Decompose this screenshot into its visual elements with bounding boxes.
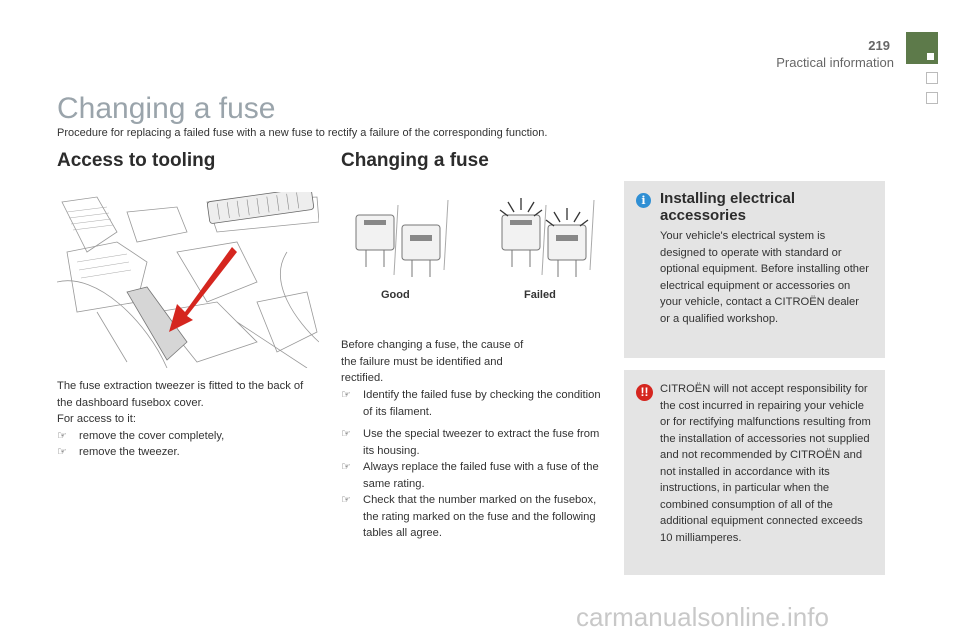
changing-intro: Before changing a fuse, the cause of the failure must be identified and rectified.	[341, 339, 524, 384]
section-tab[interactable]	[926, 72, 938, 84]
info-icon: i	[636, 193, 651, 208]
warning-box	[624, 370, 885, 575]
list-item: ☞ remove the cover completely,	[57, 428, 319, 445]
info-box-text: Your vehicle's electrical system is designed to operate with standard or optional equipment. Before installing other electrical equipment or accessories on your vehicle, contact a CITROËN dealer or a qualified workshop.	[660, 230, 869, 325]
failed-fuse-label: Failed	[524, 289, 556, 301]
watermark: carmanualsonline.info	[576, 602, 829, 632]
pointing-hand-icon: ☞	[57, 446, 67, 458]
list-item: ☞ Always replace the failed fuse with a fuse of the same rating.	[341, 461, 599, 490]
page-subtitle: Procedure for replacing a failed fuse with a new fuse to rectify a failure of the corresponding function.	[57, 127, 548, 139]
access-text	[57, 378, 319, 461]
access-paragraph: For access to it:	[57, 413, 136, 425]
pointing-hand-icon: ☞	[341, 389, 351, 401]
good-fuse-label: Good	[381, 289, 410, 301]
page-number: 219	[868, 38, 890, 53]
list-item: ☞ remove the tweezer.	[57, 444, 319, 461]
pointing-hand-icon: ☞	[57, 429, 67, 442]
info-box	[624, 181, 885, 358]
changing-heading: Changing a fuse	[341, 150, 489, 171]
list-item: ☞ Identify the failed fuse by checking the condition of its filament.	[341, 389, 601, 418]
dashboard-illustration	[57, 192, 319, 368]
warning-box-text: CITROËN will not accept responsibility for the cost incurred in repairing your vehicle or for rectifying malfunctions resulting from the installation of accessories not supplied and not recommended by CITROËN and not installed in accordance with its instructions, in particular when the combined consumption of all of the additional equipment connected exceeds 10 milliamperes.	[660, 383, 871, 544]
fuse-illustration	[350, 195, 600, 285]
pointing-hand-icon: ☞	[341, 461, 351, 473]
pointing-hand-icon: ☞	[341, 494, 351, 506]
list-item: ☞ Check that the number marked on the fusebox, the rating marked on the fuse and the following tables all agree.	[341, 494, 597, 539]
pointing-hand-icon: ☞	[341, 428, 351, 440]
list-item: ☞ Use the special tweezer to extract the fuse from its housing.	[341, 428, 600, 457]
changing-steps	[341, 387, 603, 542]
info-box-title: Installing electrical accessories	[660, 190, 796, 224]
warning-icon: !!	[636, 384, 653, 401]
access-heading: Access to tooling	[57, 150, 216, 171]
page-title: Changing a fuse	[57, 92, 276, 125]
access-paragraph: The fuse extraction tweezer is fitted to the back of the dashboard fusebox cover.	[57, 380, 304, 409]
section-title: Practical information	[776, 55, 894, 70]
section-tab-active[interactable]	[906, 32, 938, 64]
section-tab[interactable]	[926, 92, 938, 104]
